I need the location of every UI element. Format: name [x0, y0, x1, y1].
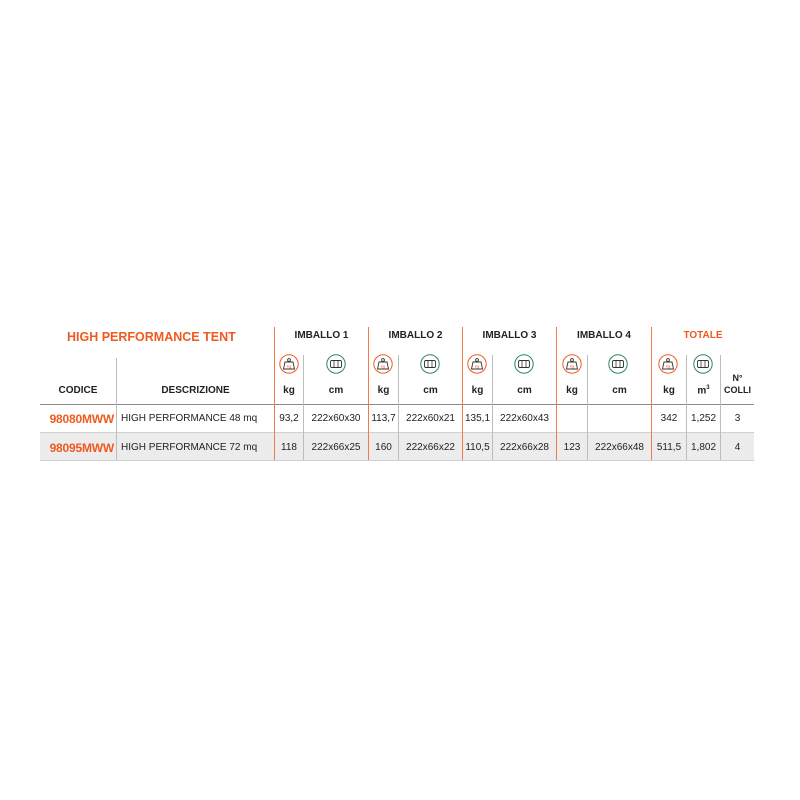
col-m3: $m^3$	[697, 385, 710, 397]
cell-i4-kg: 123	[563, 442, 581, 453]
col-descrizione: DESCRIZIONE	[161, 385, 230, 396]
col-n: N°	[732, 373, 743, 383]
package-icon	[608, 354, 628, 374]
cell-colli: 4	[734, 442, 741, 453]
svg-text:kg: kg	[286, 363, 292, 369]
cell-i2-kg: 160	[375, 442, 392, 453]
col-cm: cm	[517, 385, 532, 396]
package-icon	[514, 354, 534, 374]
col-cm: cm	[612, 385, 627, 396]
col-kg: kg	[377, 385, 390, 396]
group-imballo-1: IMBALLO 1	[294, 330, 349, 341]
cell-colli: 3	[734, 413, 741, 424]
cell-i1-cm: 222x60x30	[311, 413, 361, 424]
weight-icon	[279, 354, 299, 374]
table-title: HIGH PERFORMANCE TENT	[67, 330, 236, 344]
product-code: 98095MWW	[49, 441, 114, 455]
group-imballo-3: IMBALLO 3	[482, 330, 537, 341]
svg-text:kg: kg	[569, 363, 575, 369]
group-imballo-2: IMBALLO 2	[388, 330, 443, 341]
weight-icon	[562, 354, 582, 374]
cell-total-kg: 511,5	[656, 442, 682, 453]
cell-i1-cm: 222x66x25	[311, 442, 361, 453]
row-divider	[40, 404, 754, 405]
col-codice: CODICE	[58, 385, 98, 396]
package-icon	[693, 354, 713, 374]
group-imballo-4: IMBALLO 4	[577, 330, 631, 341]
cell-i3-kg: 135,1	[464, 413, 491, 424]
cell-total-m3: 1,802	[690, 442, 717, 453]
cell-i4-cm: 222x66x48	[595, 442, 644, 453]
group-totale: TOTALE	[683, 330, 723, 341]
product-code: 98080MWW	[49, 412, 114, 426]
col-colli: COLLI	[724, 385, 751, 395]
row-divider	[40, 460, 754, 461]
cell-i1-kg: 118	[281, 442, 297, 453]
cell-i3-kg: 110,5	[465, 442, 490, 453]
weight-icon	[467, 354, 487, 374]
col-kg: kg	[566, 385, 578, 396]
col-kg: kg	[283, 385, 295, 396]
cell-i3-cm: 222x66x28	[500, 442, 549, 453]
column-divider	[116, 358, 117, 460]
svg-text:kg: kg	[665, 363, 671, 369]
col-kg: kg	[471, 385, 484, 396]
cell-i2-cm: 222x60x21	[406, 413, 455, 424]
col-cm: cm	[328, 385, 344, 396]
product-description: HIGH PERFORMANCE 48 mq	[121, 413, 258, 424]
cell-i1-kg: 93,2	[279, 413, 299, 424]
row-divider	[40, 432, 754, 433]
cell-total-m3: 1,252	[690, 413, 717, 424]
cell-i2-cm: 222x66x22	[406, 442, 455, 453]
svg-text:kg: kg	[474, 363, 480, 369]
product-description: HIGH PERFORMANCE 72 mq	[121, 442, 258, 453]
col-cm: cm	[423, 385, 438, 396]
cell-i2-kg: 113,7	[371, 413, 396, 424]
cell-i3-cm: 222x60x43	[500, 413, 549, 424]
package-icon	[326, 354, 346, 374]
col-kg: kg	[663, 385, 675, 396]
package-icon	[420, 354, 440, 374]
weight-icon	[658, 354, 678, 374]
svg-text:kg: kg	[380, 363, 386, 369]
weight-icon	[373, 354, 393, 374]
cell-total-kg: 342	[660, 413, 678, 424]
